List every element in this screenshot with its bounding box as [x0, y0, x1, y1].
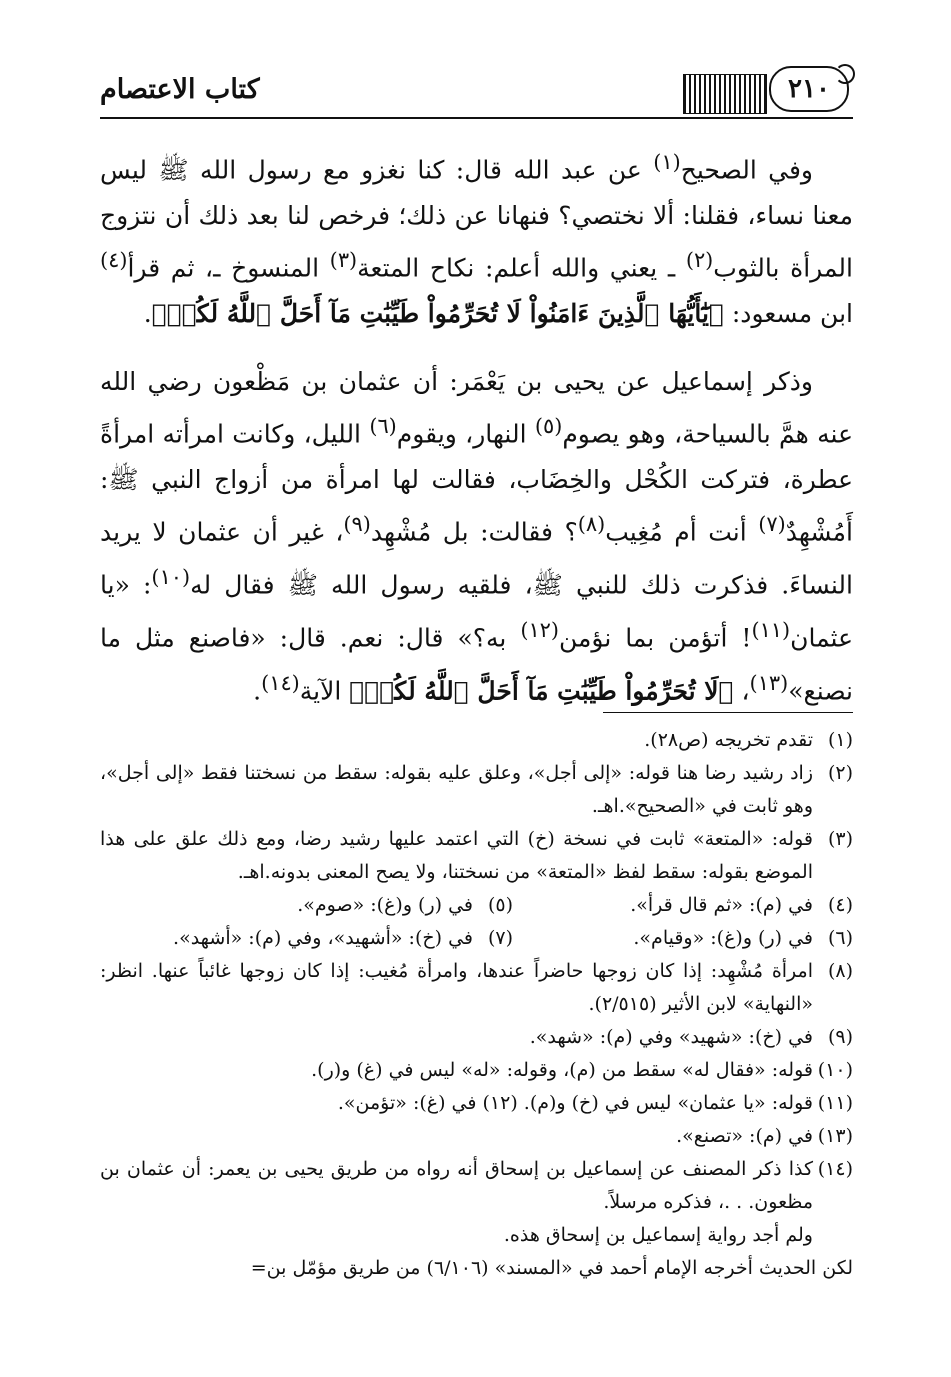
- footnote-1: [100, 724, 853, 757]
- hatched-ornament: [683, 74, 767, 114]
- footnote-rule: [603, 712, 853, 713]
- footnote-6: [513, 922, 853, 955]
- footnote-5: [173, 889, 513, 922]
- text-run: وفي الصحيح: [680, 155, 813, 185]
- footnote-number: (٩): [827, 1026, 853, 1048]
- footnote-text: كذا ذكر المصنف عن إسماعيل بن إسحاق أنه رواه من طريق يحيى بن يعمر: أن عثمان بن مظعون. . .، فذكره مرسلاً.: [100, 1158, 813, 1213]
- footnote-marker: (٨): [577, 512, 606, 537]
- header-rule: [100, 117, 853, 119]
- footnote-text: تقدم تخريجه (ص٢٨).: [644, 729, 813, 751]
- footnote-text: في (م): «ثم قال قرأ».: [630, 894, 813, 916]
- footnote-8: [100, 955, 853, 1021]
- footnote-pair: [100, 889, 853, 922]
- text-run: أنت أم مُغِيب: [605, 517, 759, 547]
- footnote-7: [173, 922, 513, 955]
- footnote-11: [100, 1087, 853, 1120]
- text-run: ،: [733, 676, 750, 706]
- footnote-number: (٥): [487, 894, 513, 916]
- footnote-marker: (١٣): [749, 670, 789, 695]
- footnote-number: (١٤): [817, 1158, 853, 1180]
- text-run: ، غير أن عثمان لا يريد النساءَ. فذكرت ذلك للنبي ﷺ، فلقيه رسول الله ﷺ فقال له: [100, 517, 853, 600]
- footnote-marker: (١٤): [261, 670, 300, 695]
- footnote-marker: (١): [653, 150, 681, 174]
- footnote-text: قوله: «فقال له» سقط من (م)، وقوله: «له» ليس في (غ) و(ر).: [311, 1059, 813, 1081]
- text-run: ؟ فقالت: بل مُشْهِد: [370, 517, 578, 547]
- footnote-4: [513, 889, 853, 922]
- paragraph-1: [100, 140, 853, 337]
- swirl-ornament-icon: [835, 64, 855, 84]
- footnote-number: (١١): [817, 1092, 853, 1114]
- footnote-marker: (٧): [758, 512, 786, 537]
- footnote-marker: (٤): [100, 248, 128, 273]
- footnote-13: [100, 1120, 853, 1153]
- footnote-text: قوله: «المتعة» ثابت في نسخة (خ) التي اعتمد عليها رشيد رضا، ومع ذلك علق على هذا الموضع بقوله: سقط لفظ «المتعة» من نسختنا، ولا يصح المعنى بدونه.اهـ.: [100, 828, 813, 883]
- page-header: [100, 60, 853, 124]
- text-run: .: [253, 676, 262, 706]
- footnote-marker: (٦): [369, 414, 397, 439]
- footnote-text: في (خ): «أشهيد»، وفي (م): «أشهد».: [173, 927, 473, 949]
- footnote-14: [100, 1153, 853, 1219]
- footnote-number: (٢): [827, 762, 853, 784]
- text-run: به؟» قال: نعم. قال: «فاصنع مثل ما نصنع»: [100, 623, 853, 706]
- footnote-14-continuation: لكن الحديث أخرجه الإمام أحمد في «المسند» (٦/١٠٦) من طريق مؤمّل بن=: [250, 1257, 853, 1279]
- footnote-14-continuation: ولم أجد رواية إسماعيل بن إسحاق هذه.: [503, 1224, 813, 1246]
- footnote-text: في (خ): «شهيد» وفي (م): «شهد».: [529, 1026, 813, 1048]
- main-text: [100, 140, 853, 714]
- footnote-number: (٨): [827, 960, 853, 982]
- text-run: عن عبد الله قال: كنا نغزو مع رسول الله ﷺ ليس معنا نساء، فقلنا: ألا نختصي؟ فنهانا عن ذلك؛ فرخص لنا بعد ذلك أن نتزوج المرأة بالثوب: [100, 155, 853, 283]
- footnote-text: قوله: «يا عثمان» ليس في (خ) و(م). (١٢) في (غ): «تؤمن».: [337, 1092, 813, 1114]
- text-run: المنسوخ ـ، ثم قرأ: [127, 253, 330, 283]
- text-run: وذكر إسماعيل عن يحيى بن يَعْمَر: أن عثمان بن مَظْعون رضي الله عنه همَّ بالسياحة، وهو يصوم: [100, 366, 854, 449]
- footnote-number: (١٠): [817, 1059, 853, 1081]
- paragraph-2: [100, 359, 853, 714]
- text-run: الليل، وكانت امرأته امرأةً عطرة، فتركت الكُحْل والخِضَاب، فقالت لها امرأة من أزواج النبي ﷺ: أَمُشْهِدٌ: [100, 419, 853, 547]
- footnote-9: [100, 1021, 853, 1054]
- running-title: كتاب الاعتصام: [100, 74, 260, 105]
- page-number-ornament: [683, 66, 853, 114]
- quran-verse: ﴿يَٰٓأَيُّهَا ٱلَّذِينَ ءَامَنُواْ لَا تُحَرِّمُواْ طَيِّبَٰتِ مَآ أَحَلَّ ٱللَّهُ لَكُمۡ﴾: [151, 299, 724, 329]
- footnote-3: [100, 823, 853, 889]
- footnotes: [100, 724, 853, 1285]
- footnote-10: [100, 1054, 853, 1087]
- footnote-text: في (ر) و(غ): «وقيام».: [633, 927, 813, 949]
- footnote-pair: [100, 922, 853, 955]
- text-run: الآية: [299, 676, 350, 706]
- footnote-marker: (٣): [329, 248, 358, 273]
- page-number: ٢١٠: [769, 66, 849, 112]
- footnote-marker: (١٢): [520, 618, 559, 643]
- footnote-number: (٦): [827, 927, 853, 949]
- text-run: ابن مسعود:: [723, 299, 853, 329]
- footnote-2: [100, 757, 853, 823]
- footnote-text: في (ر) و(غ): «صوم».: [297, 894, 473, 916]
- footnote-text: زاد رشيد رضا هنا قوله: «إلى أجل»، وعلق عليه بقوله: سقط من نسختنا فقط «إلى أجل»، وهو ثابت في «الصحيح».اهـ.: [100, 762, 813, 817]
- quran-verse: ﴿لَا تُحَرِّمُواْ طَيِّبَٰتِ مَآ أَحَلَّ ٱللَّهُ لَكُمۡ﴾: [349, 676, 734, 706]
- footnote-marker: (٩): [343, 512, 371, 537]
- text-run: ! أتؤمن بما نؤمن: [558, 623, 752, 653]
- footnote-marker: (١٠): [151, 565, 191, 590]
- footnote-text: في (م): «تصنع».: [676, 1125, 813, 1147]
- footnote-number: (١): [827, 729, 853, 751]
- footnote-number: (٧): [487, 927, 513, 949]
- footnote-text: امرأة مُشْهِد: إذا كان زوجها حاضراً عندها، وامرأة مُغيب: إذا كان زوجها غائباً عنها. انظر: «النهاية» لابن الأثير (٢/٥١٥).: [100, 960, 813, 1015]
- text-run: النهار، ويقوم: [396, 419, 535, 449]
- text-run: : «يا عثمان: [100, 570, 853, 653]
- text-run: ـ يعني والله أعلم: نكاح المتعة: [357, 253, 686, 283]
- footnote-number: (٤): [827, 894, 853, 916]
- footnote-marker: (٥): [534, 414, 563, 439]
- footnote-number: (١٣): [817, 1125, 853, 1147]
- footnote-number: (٣): [827, 828, 853, 850]
- footnote-marker: (٢): [685, 248, 714, 273]
- footnote-marker: (١١): [751, 618, 791, 643]
- text-run: .: [143, 299, 152, 329]
